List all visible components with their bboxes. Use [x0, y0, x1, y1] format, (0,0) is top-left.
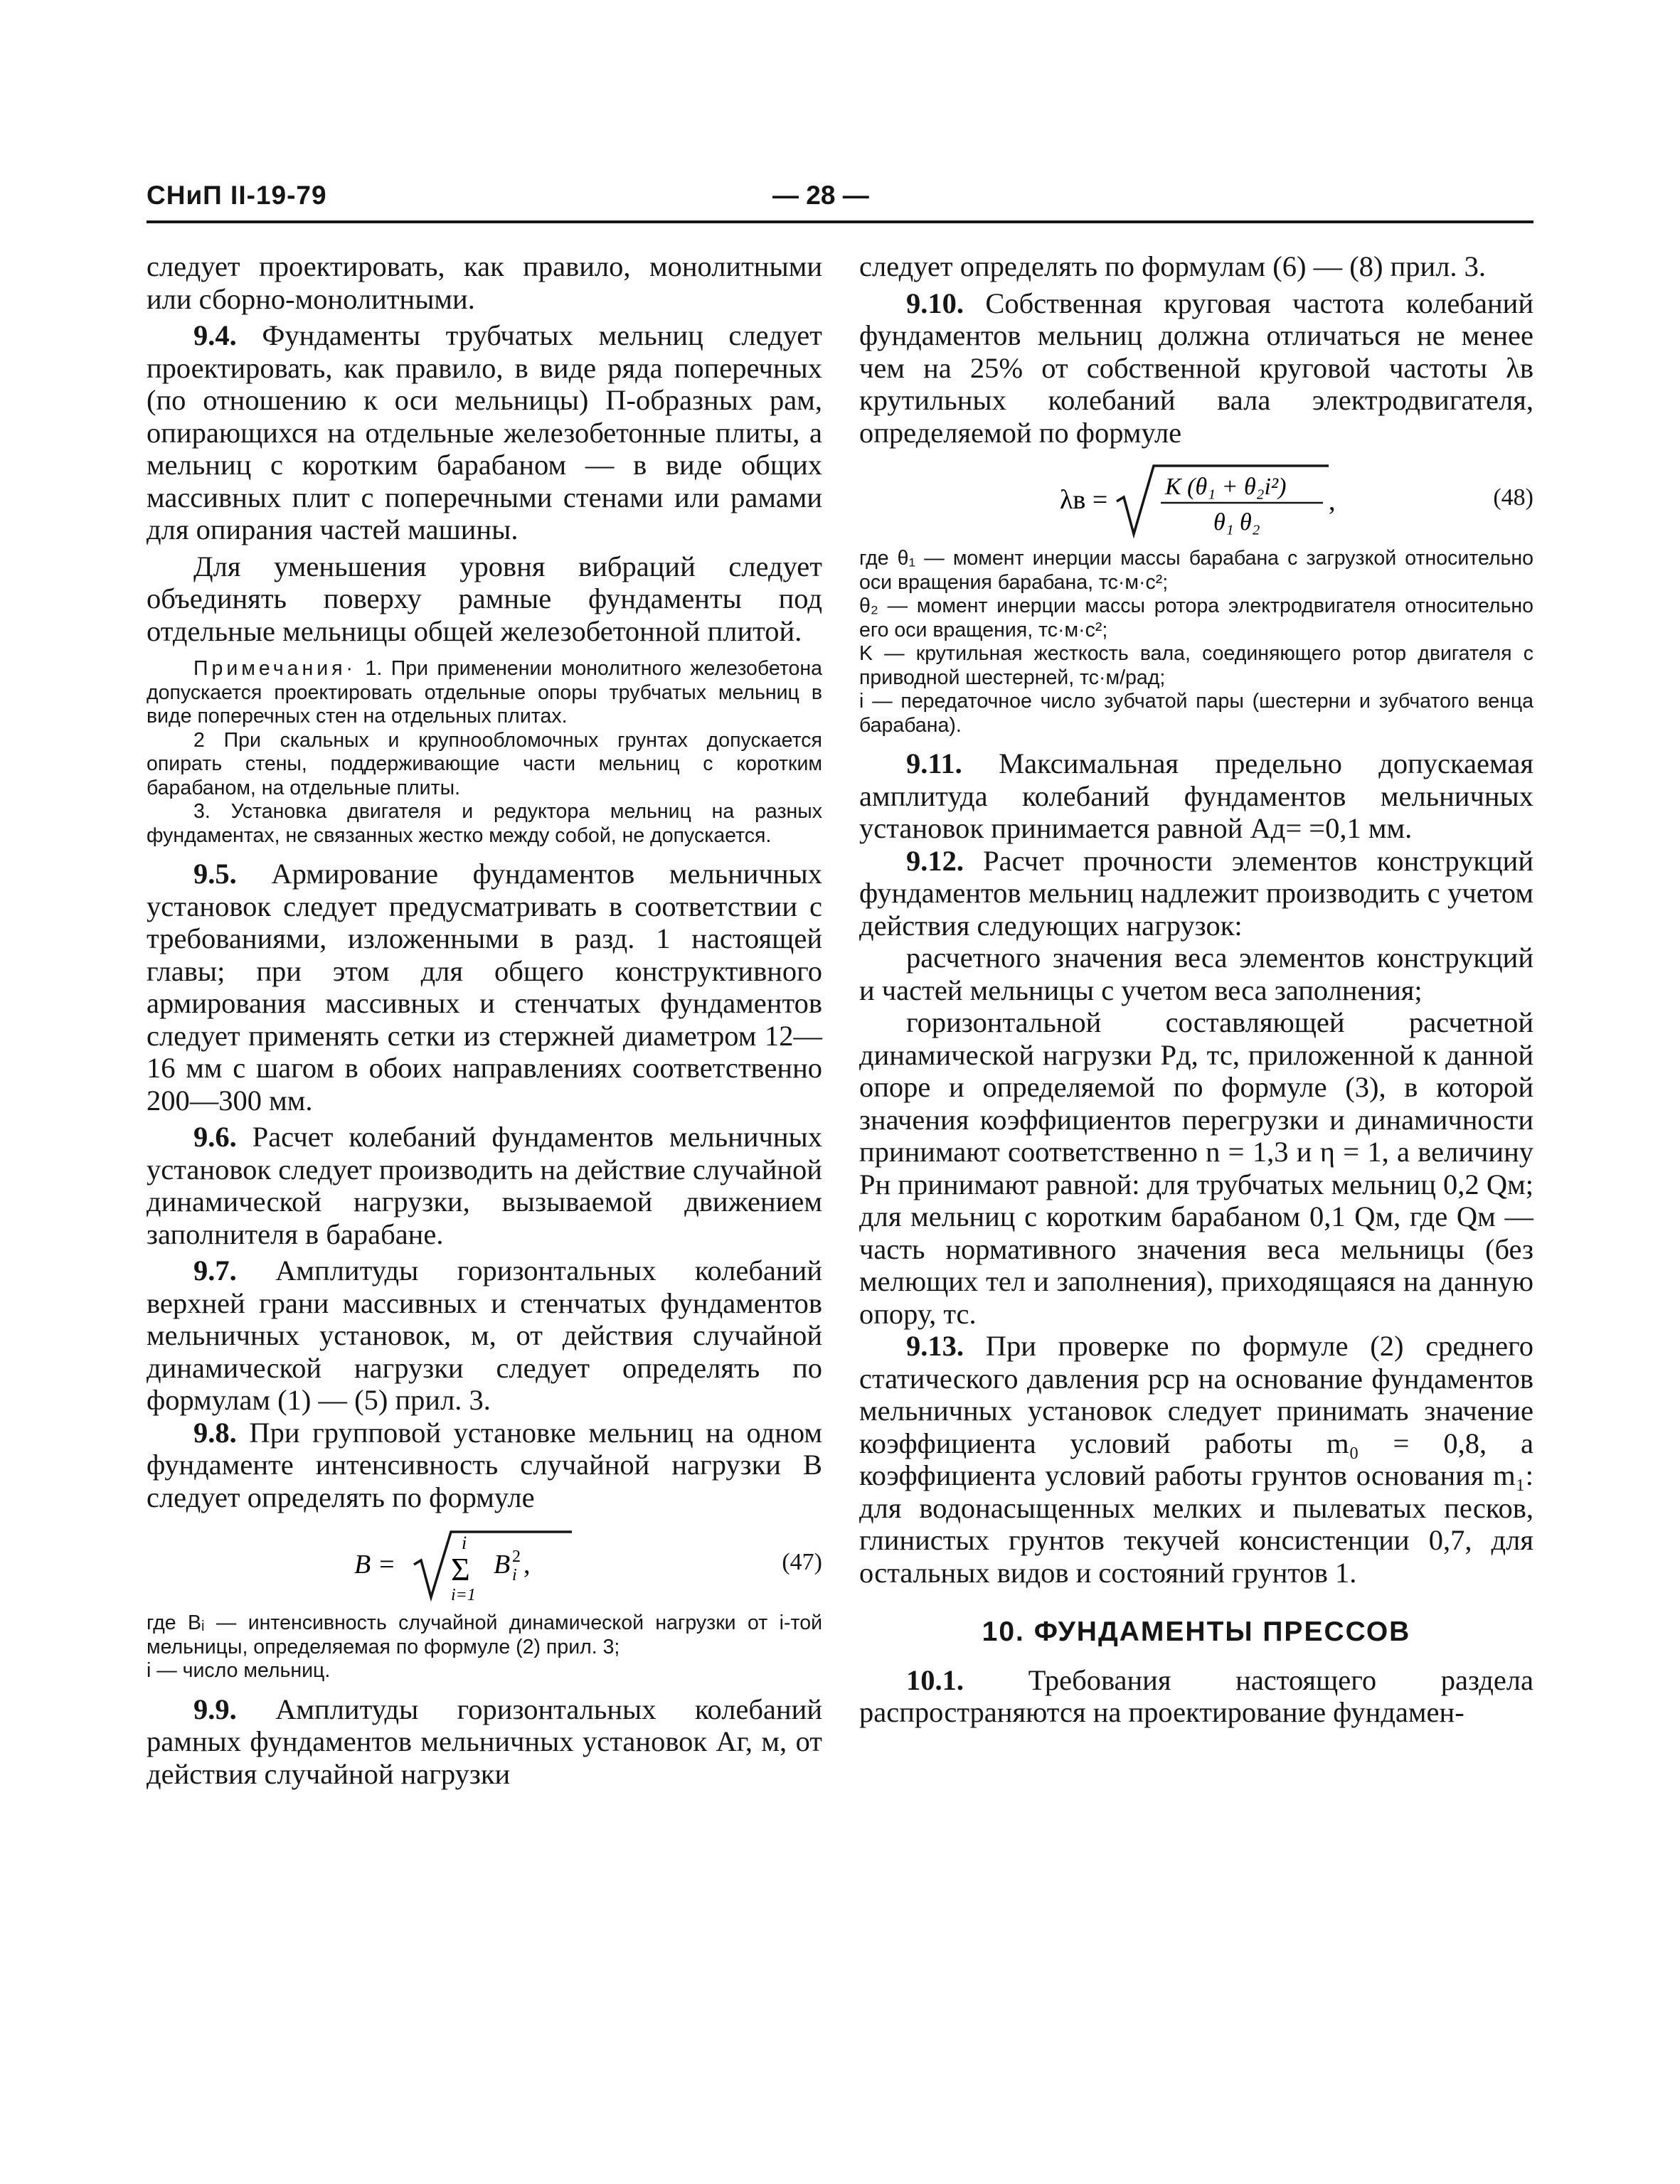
formula-tail: , [523, 1550, 531, 1580]
page-number: — 28 — [772, 181, 869, 210]
note-2: 2 При скальных и крупнообломочных грунтах допускается опирать стены, поддерживающие части мельниц с коротким барабаном, на отдельные плиты. [147, 728, 822, 799]
clause-9-11 [859, 747, 1533, 845]
fraction-denominator: θ₁ θ₂ [1213, 509, 1260, 536]
clause-number: 10.1. [906, 1663, 964, 1696]
formula-number: (47) [782, 1549, 822, 1575]
clause-text: Расчет прочности элементов конструкций фундаментов мельниц надлежит производить с учетом действия следующих нагрузок: [859, 844, 1533, 942]
clause-9-8 [147, 1417, 822, 1514]
clause-number: 9.10. [906, 287, 964, 319]
clause-10-1 [859, 1664, 1533, 1729]
formula-tail: , [1329, 486, 1336, 516]
clause-number: 9.6. [193, 1121, 237, 1153]
sum-lower-limit: i=1 [451, 1586, 476, 1604]
clause-number: 9.11. [906, 747, 962, 779]
clause-9-6 [147, 1121, 822, 1250]
clause-text: Амплитуды горизонтальных колебаний рамных фундаментов мельничных установок Aг, м, от действия случайной нагрузки [147, 1693, 822, 1790]
clause-number: 9.4. [193, 319, 237, 351]
where-48-b: θ₂ — момент инерции массы ротора электродвигателя относительно его оси вращения, тс·м·с²; [859, 595, 1533, 641]
clause-number: 9.12. [906, 844, 964, 877]
running-title: СНиП II-19-79 [147, 181, 327, 210]
clause-9-12 [859, 845, 1533, 942]
clause-9-4-paragraph-2: Для уменьшения уровня вибраций следует объединять поверху рамные фундаменты под отдельные мельницы общей железобетонной плитой. [147, 550, 822, 647]
clause-9-13 [859, 1330, 1533, 1589]
formula-lhs: λв = [1060, 485, 1108, 515]
clause-text: Армирование фундаментов мельничных установок следует предусматривать в соответствии с требованиями, изложенными в разд. 1 настоящей главы; при этом для общего конструктивного армирования массивных и стенчатых фундаментов следует применять сетки из стержней диаметром 12—16 мм с шагом в обоих направлениях соответственно 200—300 мм. [147, 858, 822, 1117]
formula-lhs: B = [354, 1550, 396, 1580]
clause-9-12-item-a: расчетного значения веса элементов конструкций и частей мельницы с учетом веса заполнения; [859, 942, 1533, 1006]
clause-text: При проверке по формуле (2) среднего статического давления pср на основание фундаментов мельничных установок следует принимать значение коэффициента условий работы m₀ = 0,8, а коэффициента условий работы грунтов основания m₁: для водонасыщенных мелких и пылеватых песков, глинистых грунтов текучей консистенции 0,7, для остальных видов и состояний грунтов 1. [859, 1330, 1533, 1589]
clause-number: 9.13. [906, 1330, 964, 1362]
clause-9-7 [147, 1255, 822, 1417]
clause-text: Требования настоящего раздела распространяются на проектирование фундамен- [859, 1663, 1533, 1728]
term-exponent: 2 [512, 1548, 521, 1566]
where-47-a: где Bᵢ — интенсивность случайной динамической нагрузки от i-той мельницы, определяемая по формуле (2) прил. 3; [147, 1612, 822, 1658]
note-3: 3. Установка двигателя и редуктора мельниц на разных фундаментах, не связанных жестко между собой, не допускается. [147, 800, 822, 847]
clause-text: При групповой установке мельниц на одном фундаменте интенсивность случайной нагрузки B следует определять по формуле [147, 1416, 822, 1513]
clause-9-9 [147, 1693, 822, 1791]
where-48-c: K — крутильная жесткость вала, соединяющего ротор двигателя с приводной шестерней, тс·м/рад; [859, 642, 1533, 689]
formula-number: (48) [1493, 484, 1533, 511]
sum-upper-limit: i [462, 1533, 467, 1553]
clause-9-10 [859, 287, 1533, 449]
clause-text: Фундаменты трубчатых мельниц следует проектировать, как правило, в виде ряда поперечных (по отношению к оси мельницы) П-образных рам, опирающихся на отдельные железобетонные плиты, а мельниц с коротким барабаном — в виде общих массивных плит с поперечными стенами или рамами для опирания частей машины. [147, 319, 822, 545]
note-text: 1. При применении монолитного железобетона допускается проектировать отдельные опоры трубчатых мельниц в виде поперечных стен на отдельных плитах. [147, 657, 822, 728]
clause-text: Амплитуды горизонтальных колебаний верхней грани массивных и стенчатых фундаментов мельничных установок, м, от действия случайной динамической нагрузки следует определять по формулам (1) — (5) прил. 3. [147, 1255, 822, 1416]
where-48-a: где θ₁ — момент инерции массы барабана с загрузкой относительно оси вращения барабана, тс·м·с²; [859, 547, 1533, 594]
paragraph-continuation: следует проектировать, как правило, монолитными или сборно-монолитными. [147, 250, 822, 315]
sum-sign: Σ [451, 1551, 470, 1587]
radical-sign [414, 1532, 572, 1597]
clause-9-4 [147, 319, 822, 546]
term-index: i [512, 1566, 517, 1584]
clause-text: Расчет колебаний фундаментов мельничных установок следует производить на действие случайной динамической нагрузки, вызываемой движением заполнителя в барабане. [147, 1121, 822, 1250]
page-header [147, 181, 1533, 223]
section-10-heading: 10. ФУНДАМЕНТЫ ПРЕССОВ [982, 1616, 1411, 1647]
clause-text: Максимальная предельно допускаемая амплитуда колебаний фундаментов мельничных установок принимается равной Aд= =0,1 мм. [859, 747, 1533, 844]
clause-number: 9.5. [193, 858, 237, 890]
formula-48 [859, 456, 1533, 541]
notes-title: Примечания· [193, 657, 357, 680]
sum-term: B [494, 1550, 511, 1580]
fraction-numerator: K (θ₁ + θ₂i²) [1165, 474, 1287, 500]
paragraph-continuation: следует определять по формулам (6) — (8) прил. 3. [859, 250, 1487, 282]
note-1 [147, 657, 822, 729]
clause-9-5 [147, 858, 822, 1117]
clause-9-12-item-b: горизонтальной составляющей расчетной динамической нагрузки Pд, тс, приложенной к данной опоре и определяемой по формуле (3), в которой значения коэффициентов перегрузки и динамичности принимают соответственно n = 1,3 и η = 1, а величину Pн принимают равной: для трубчатых мельниц 0,2 Qм; для мельниц с коротким барабаном 0,1 Qм, где Qм — часть нормативного значения веса мельницы (без мелющих тел и заполнения), приходящаяся на данную опору, тс. [859, 1006, 1533, 1330]
where-47-b: i — число мельниц. [147, 1659, 331, 1682]
clause-number: 9.7. [193, 1255, 237, 1287]
formula-47-graphic [147, 1520, 822, 1606]
right-column [859, 250, 1533, 1729]
clause-number: 9.9. [193, 1693, 237, 1725]
where-48-d: i — передаточное число зубчатой пары (шестерни и зубчатого венца барабана). [859, 690, 1533, 737]
clause-number: 9.8. [193, 1416, 237, 1449]
formula-47 [147, 1520, 822, 1606]
left-column [147, 250, 822, 1790]
formula-48-graphic [859, 456, 1533, 541]
clause-text: Собственная круговая частота колебаний фундаментов мельниц должна отличаться не менее чем на 25% от собственной круговой частоты λв крутильных колебаний вала электродвигателя, определяемой по формуле [859, 287, 1533, 449]
